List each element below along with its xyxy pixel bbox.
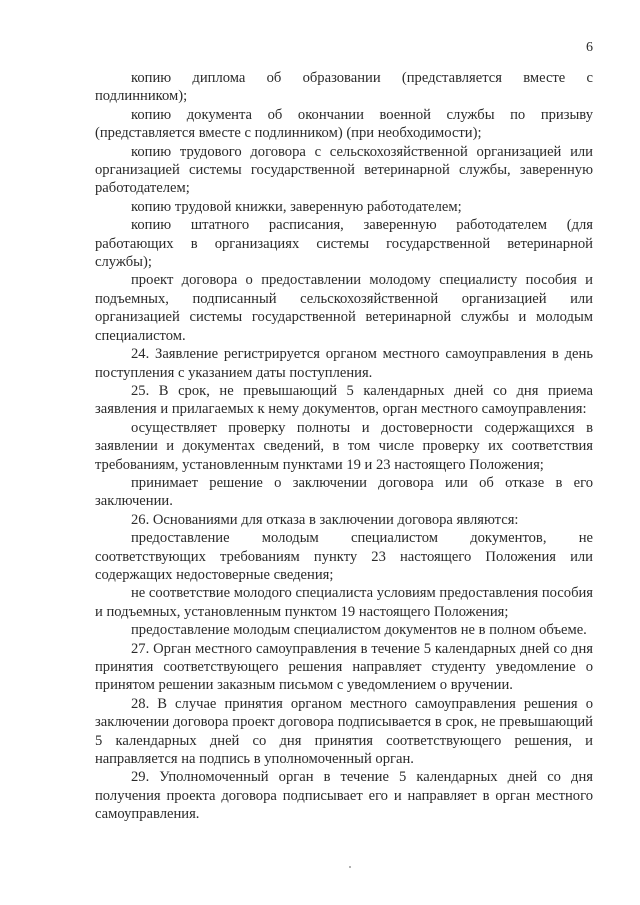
paragraph-employment-contract-copy: копию трудового договора с сельскохозяйственной организацией или организацией системы государственной ветеринарной службы, заверенную работодателем; bbox=[95, 143, 593, 197]
paragraph-25-review-term: 25. В срок, не превышающий 5 календарных дней со дня приема заявления и прилагаемых к нему документов, орган местного самоуправления: bbox=[95, 382, 593, 418]
paragraph-29-authorized-body: 29. Уполномоченный орган в течение 5 календарных дней со дня получения проекта договора подписывает его и направляет в орган местного самоуправления. bbox=[95, 769, 593, 823]
paragraph-27-notification: 27. Орган местного самоуправления в течение 5 календарных дней со дня принятия соответствующего решения направляет студенту уведомление о принятом решении заказным письмом с уведомлением о вручении. bbox=[95, 640, 593, 694]
paragraph-28-signing: 28. В случае принятия органом местного самоуправления решения о заключении договора проект договора подписывается в срок, не превышающий 5 календарных дней со дня принятия соответствующего решения, и направляется на подпись в уполномоченный орган. bbox=[95, 695, 593, 768]
paragraph-26-nonconforming-documents: предоставление молодым специалистом документов, не соответствующих требованиям пункту 23 настоящего Положения или содержащих недостоверные сведения; bbox=[95, 530, 593, 583]
paragraph-26-incomplete-documents: предоставление молодым специалистом документов не в полном объеме. bbox=[131, 622, 587, 639]
document-body bbox=[95, 69, 593, 824]
paragraph-26-nonconformity-conditions: не соответствие молодого специалиста условиям предоставления пособия и подъемных, установленным пунктом 19 настоящего Положения; bbox=[95, 585, 594, 620]
paragraph-military-service-copy: копию документа об окончании военной службы по призыву (представляется вместе с подлинником) (при необходимости); bbox=[95, 106, 593, 142]
paragraph-24-registration: 24. Заявление регистрируется органом местного самоуправления в день поступления с указанием даты поступления. bbox=[95, 346, 593, 381]
scan-speck bbox=[349, 866, 351, 868]
paragraph-25-verification: осуществляет проверку полноты и достоверности содержащихся в заявлении и документах сведений, в том числе проверку их соответствия требованиям, установленным пунктами 19 и 23 настоящего Положения; bbox=[95, 419, 593, 473]
page-number: 6 bbox=[586, 40, 593, 55]
paragraph-diploma-copy: копию диплома об образовании (представляется вместе с подлинником); bbox=[95, 70, 593, 105]
paragraph-staff-schedule-copy: копию штатного расписания, заверенную работодателем (для работающих в организациях системы государственной ветеринарной службы); bbox=[95, 217, 593, 271]
paragraph-draft-agreement: проект договора о предоставлении молодому специалисту пособия и подъемных, подписанный сельскохозяйственной организацией или организацией системы государственной ветеринарной службы и молодым специалистом. bbox=[95, 272, 593, 344]
paragraph-25-decision: принимает решение о заключении договора или об отказе в его заключении. bbox=[95, 474, 593, 510]
paragraph-work-record-copy: копию трудовой книжки, заверенную работодателем; bbox=[131, 198, 462, 215]
paragraph-26-refusal-grounds: 26. Основаниями для отказа в заключении договора являются: bbox=[131, 511, 519, 528]
